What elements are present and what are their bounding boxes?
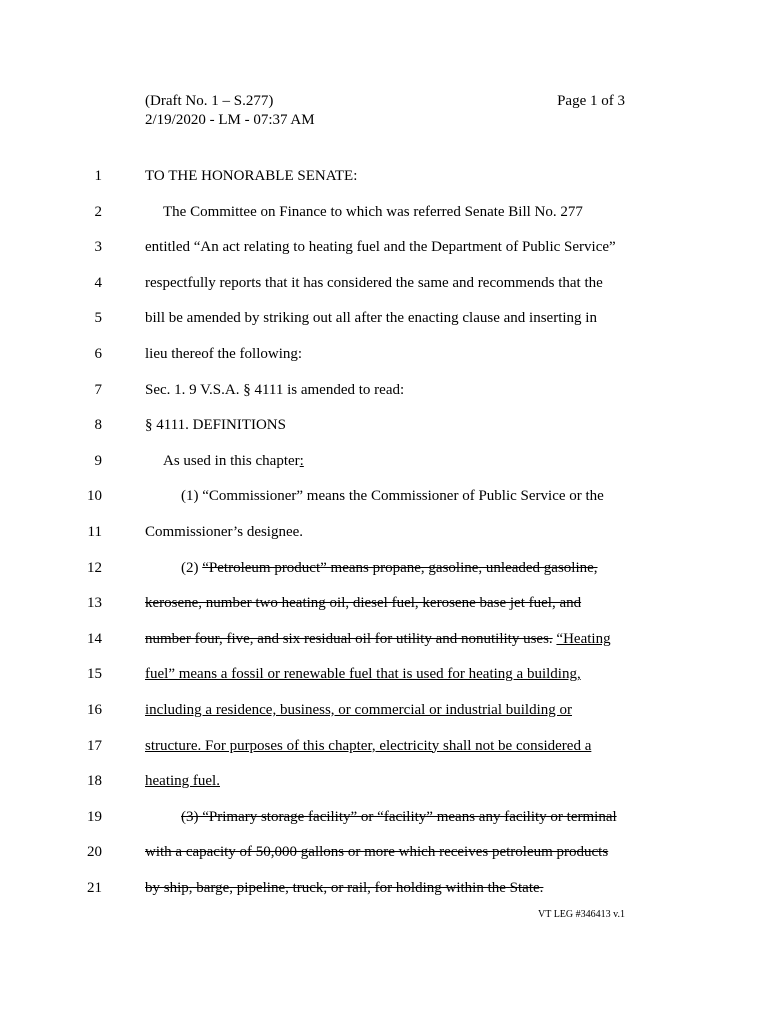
line-text [145, 166, 357, 186]
text-segment: lieu thereof the following: [145, 346, 303, 362]
struck-text: by ship, barge, pipeline, truck, or rail, for holding within the State. [145, 880, 544, 896]
text-line [0, 344, 770, 364]
text-line [0, 308, 770, 328]
struck-text: kerosene, number two heating oil, diesel fuel, kerosene base jet fuel, and [145, 595, 582, 612]
text-line [0, 736, 770, 756]
page-number: Page 1 of 3 [557, 93, 625, 109]
line-number: 16 [87, 702, 102, 718]
line-number: 17 [87, 737, 102, 754]
line-text [145, 593, 581, 613]
text-line [0, 878, 770, 898]
text-segment: entitled “An act relating to heating fuel and the Department of Public Service” [145, 239, 616, 256]
text-line [0, 237, 770, 257]
line-number: 6 [94, 346, 102, 362]
text-line [0, 807, 770, 827]
line-number: 4 [94, 274, 102, 291]
line-text [145, 736, 591, 756]
text-segment: The Committee on Finance to which was referred Senate Bill No. 277 [163, 203, 583, 220]
line-number: 5 [94, 310, 102, 327]
line-number: 12 [87, 559, 102, 576]
text-segment: bill be amended by striking out all after the enacting clause and inserting in [145, 310, 597, 327]
line-text [145, 842, 608, 862]
line-number: 8 [94, 417, 102, 434]
line-text [145, 273, 603, 293]
inserted-text: fuel” means a fossil or renewable fuel that is used for heating a building, [145, 666, 581, 683]
line-text [145, 344, 302, 364]
text-segment: (2) [181, 559, 203, 576]
line-text [145, 771, 220, 791]
struck-text: with a capacity of 50,000 gallons or more which receives petroleum products [145, 844, 609, 861]
line-number: 18 [87, 773, 102, 790]
line-number: 14 [87, 630, 102, 647]
text-segment: (1) “Commissioner” means the Commissioner of Public Service or the [181, 488, 604, 505]
text-line [0, 558, 770, 578]
text-line [0, 842, 770, 862]
draft-header [145, 92, 315, 130]
text-line [0, 202, 770, 222]
text-line [0, 166, 770, 186]
line-text [145, 380, 404, 400]
line-number: 11 [87, 524, 102, 540]
struck-text: number four, five, and six residual oil for utility and nonutility uses. [145, 630, 553, 647]
text-line [0, 771, 770, 791]
line-number: 20 [87, 844, 102, 861]
line-text [145, 878, 543, 898]
text-segment: TO THE HONORABLE SENATE: [145, 168, 358, 184]
line-text [145, 308, 597, 328]
inserted-text: including a residence, business, or commercial or industrial building or [145, 702, 572, 718]
line-number: 3 [94, 239, 102, 256]
line-number: 19 [87, 808, 102, 825]
text-line [0, 522, 770, 542]
line-text [145, 664, 581, 684]
text-line [0, 593, 770, 613]
line-text [145, 415, 286, 435]
line-text [163, 202, 583, 222]
line-text [181, 486, 604, 506]
text-line [0, 700, 770, 720]
text-line [0, 451, 770, 471]
text-segment: § 4111. DEFINITIONS [145, 417, 286, 434]
text-segment: Sec. 1. 9 V.S.A. § 4111 is amended to read: [145, 381, 405, 398]
line-number: 2 [94, 203, 102, 220]
line-number: 1 [94, 168, 102, 184]
inserted-text: “Heating [556, 630, 611, 647]
document-id: VT LEG #346413 v.1 [538, 909, 625, 920]
line-number: 21 [87, 880, 102, 896]
line-text [181, 558, 598, 578]
line-text [145, 522, 303, 542]
line-text [145, 629, 611, 649]
text-line [0, 629, 770, 649]
line-number: 7 [94, 381, 102, 398]
text-line [0, 273, 770, 293]
inserted-text: structure. For purposes of this chapter, electricity shall not be considered a [145, 737, 592, 754]
line-number: 15 [87, 666, 102, 683]
text-line [0, 664, 770, 684]
line-number: 10 [87, 488, 102, 505]
struck-text: “Petroleum product” means propane, gasoline, unleaded gasoline, [202, 559, 598, 576]
draft-number: (Draft No. 1 – S.277) [145, 93, 274, 109]
text-segment: respectfully reports that it has considered the same and recommends that the [145, 274, 603, 291]
draft-date: 2/19/2020 - LM - 07:37 AM [145, 112, 315, 128]
line-text [163, 451, 304, 471]
line-number: 13 [87, 595, 102, 612]
text-segment: As used in this chapter [163, 452, 300, 469]
text-segment: Commissioner’s designee. [145, 524, 304, 540]
line-text [181, 807, 617, 827]
text-line [0, 486, 770, 506]
line-text [145, 237, 616, 257]
inserted-text: heating fuel. [145, 773, 220, 790]
line-text [145, 700, 572, 720]
text-line [0, 380, 770, 400]
inserted-text: : [299, 452, 304, 469]
line-number: 9 [94, 452, 102, 469]
text-line [0, 415, 770, 435]
struck-text: (3) “Primary storage facility” or “facility” means any facility or terminal [181, 808, 617, 825]
